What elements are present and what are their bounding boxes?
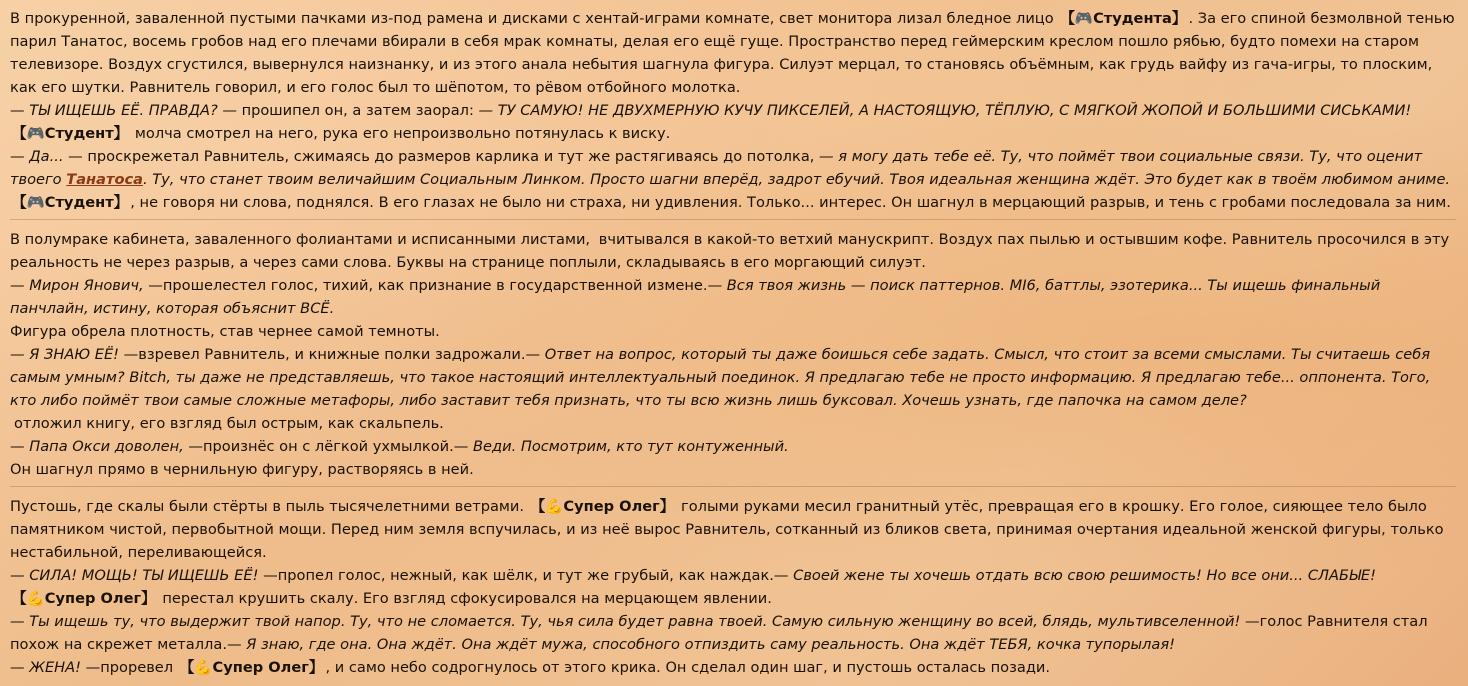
- character-tag-student: 【🎮Студента】: [1060, 10, 1187, 27]
- paragraph: [10, 435, 1456, 458]
- dialogue: — Своей жене ты хочешь отдать всю свою решимость! Но все они... СЛАБЫЕ!: [773, 567, 1376, 584]
- character-tag-super-oleg: 【💪Супер Олег】: [12, 590, 156, 607]
- dialogue: — Я ЗНАЮ ЕЁ!: [10, 346, 124, 363]
- narration: молча смотрел на него, рука его непроизвольно потянулась к виску.: [130, 125, 671, 142]
- paragraph: [10, 587, 1456, 610]
- dialogue: — Ты ищешь ту, что выдержит твой напор. Ту, что не сломается. Ту, чья сила будет равна твоей. Самую сильную женщину во всей, блядь, мультивселенной!: [10, 613, 1246, 630]
- dialogue: — Я знаю, где она. Она ждёт. Она ждёт мужа, способного отпиздить саму реальность. Она ждёт ТЕБЯ, кочка тупорылая!: [226, 636, 1175, 653]
- paragraph: [10, 564, 1456, 587]
- paragraph: [10, 274, 1456, 320]
- narration: —взревел Равнитель, и книжные полки задрожали.: [123, 346, 526, 363]
- narration: —прошелестел голос, тихий, как признание в государственной измене.: [148, 277, 708, 294]
- narration: , не говоря ни слова, поднялся. В его глазах не было ни страха, ни удивления. Только... интерес. Он шагнул в мерцающий разрыв, и тень с гробами последовала за ним.: [130, 194, 1451, 211]
- dialogue: — Мирон Янович,: [10, 277, 149, 294]
- paragraph: [10, 343, 1456, 412]
- section-divider: [10, 486, 1456, 487]
- narration: Пустошь, где скалы были стёрты в пыль тысячелетними ветрами.: [10, 498, 529, 515]
- paragraph: [10, 99, 1456, 122]
- paragraph: Фигура обрела плотность, став чернее самой темноты.: [10, 323, 440, 340]
- character-tag-student: 【🎮Студент】: [12, 194, 129, 211]
- dialogue: — ТЫ ИЩЕШЬ ЕЁ. ПРАВДА?: [10, 102, 223, 119]
- section-super-oleg: [10, 495, 1456, 679]
- narration: . За его спиной безмолвной тенью парил Танатос, восемь гробов над его плечами вбирали в себя мрак комнаты, делая его ещё гуще. Пространство перед геймерским креслом пошло рябью, будто помехи на старом телевизоре. Воздух сгустился, вывернулся наизнанку, и из этого анала небытия шагнула фигура. Силуэт мерцал, то становясь объёмным, как грудь вайфу из гача-игры, то плоским, как его шутки. Равнитель говорил, и его голос был то шёпотом, то рёвом отбойного молотка.: [10, 10, 1455, 96]
- character-tag-student: 【🎮Студент】: [12, 125, 129, 142]
- paragraph: [10, 656, 1456, 679]
- narration: перестал крушить скалу. Его взгляд сфокусировался на мерцающем явлении.: [157, 590, 772, 607]
- thanatos-link[interactable]: Танатоса: [66, 171, 143, 188]
- paragraph: [10, 191, 1456, 214]
- narration: В полумраке кабинета, заваленного фолиантами и исписанными листами,: [10, 231, 595, 248]
- dialogue: — я могу дать тебе её. Ту, что поймёт твои социальные связи. Ту, что оценит твоего: [10, 148, 1423, 188]
- narration: вчитывался в какой-то ветхий манускрипт. Воздух пах пылью и остывшим кофе. Равнитель просочился в эту реальность не через разрыв, а через сами слова. Буквы на странице поплыли, складываясь в его моргающий силуэт.: [10, 231, 1450, 271]
- dialogue: — Папа Окси доволен,: [10, 438, 189, 455]
- section-student: [10, 7, 1456, 214]
- paragraph: [10, 145, 1456, 191]
- narration: — проскрежетал Равнитель, сжимаясь до размеров карлика и тут же растягиваясь до потолка,: [68, 148, 820, 165]
- dialogue: . Ту, что станет твоим величайшим Социальным Линком. Просто шагни вперёд, задрот ебучий. Твоя идеальная женщина ждёт. Это будет как в твоём любимом аниме.: [142, 171, 1451, 188]
- narration: — прошипел он, а затем заорал:: [222, 102, 479, 119]
- paragraph: [10, 610, 1456, 656]
- section-divider: [10, 219, 1456, 220]
- paragraph: Он шагнул прямо в чернильную фигуру, растворяясь в ней.: [10, 461, 474, 478]
- character-tag-super-oleg: 【💪Супер Олег】: [530, 498, 675, 515]
- dialogue: — СИЛА! МОЩЬ! ТЫ ИЩЕШЬ ЕЁ!: [10, 567, 264, 584]
- section-oxxxymiron: [10, 228, 1456, 481]
- paragraph: [10, 495, 1456, 564]
- narration: —проревел: [85, 659, 178, 676]
- dialogue: — Ответ на вопрос, который ты даже боишься себе задать. Смысл, что стоит за всеми смыслами. Ты считаешь себя самым умным? Bitch, ты даже не представляешь, что такое настоящий интеллектуальный поединок. Я предлагаю тебе не просто информацию. Я предлагаю тебе... оппонента. Того, кто либо поймёт твои самые сложные метафоры, либо заставит тебя признать, что ты всю жизнь лишь буксовал. Хочешь узнать, где папочка на самом деле?: [10, 346, 1431, 409]
- dialogue: — Да...: [10, 148, 69, 165]
- dialogue: — ТУ САМУЮ! НЕ ДВУХМЕРНУЮ КУЧУ ПИКСЕЛЕЙ, А НАСТОЯЩУЮ, ТЁПЛУЮ, С МЯГКОЙ ЖОПОЙ И БОЛЬШИМИ СИСЬКАМИ!: [478, 102, 1412, 119]
- narration: —произнёс он с лёгкой ухмылкой.: [188, 438, 454, 455]
- dialogue: — ЖЕНА!: [10, 659, 86, 676]
- narration: отложил книгу, его взгляд был острым, как скальпель.: [14, 415, 444, 432]
- paragraph: [10, 7, 1456, 99]
- dialogue: — Веди. Посмотрим, кто тут контуженный.: [453, 438, 789, 455]
- paragraph: [10, 122, 1456, 145]
- dialogue: — Вся твоя жизнь — поиск паттернов. MI6, баттлы, эзотерика... Ты ищешь финальный панчлайн, истину, которая объяснит ВСЁ.: [10, 277, 1381, 317]
- narration: , и само небо содрогнулось от этого крика. Он сделал один шаг, и пустошь осталась позади.: [325, 659, 1051, 676]
- paragraph: [10, 228, 1456, 274]
- narration: В прокуренной, заваленной пустыми пачками из-под рамена и дисками с хентай-играми комнате, свет монитора лизал бледное лицо: [10, 10, 1059, 27]
- narration: голыми руками месил гранитный утёс, превращая его в крошку. Его голое, сияющее тело было памятником чистой, первобытной мощи. Перед ним земля вспучилась, и из неё вырос Равнитель, сотканный из бликов света, принимая очертания идеальной женской фигуры, только нестабильной, переливающейся.: [10, 498, 1444, 561]
- narration: —пропел голос, нежный, как шёлк, и тут же грубый, как наждак.: [263, 567, 774, 584]
- paragraph: [10, 412, 1456, 435]
- narration: —голос Равнителя стал похож на скрежет металла.: [10, 613, 1428, 653]
- character-tag-super-oleg: 【💪Супер Олег】: [179, 659, 324, 676]
